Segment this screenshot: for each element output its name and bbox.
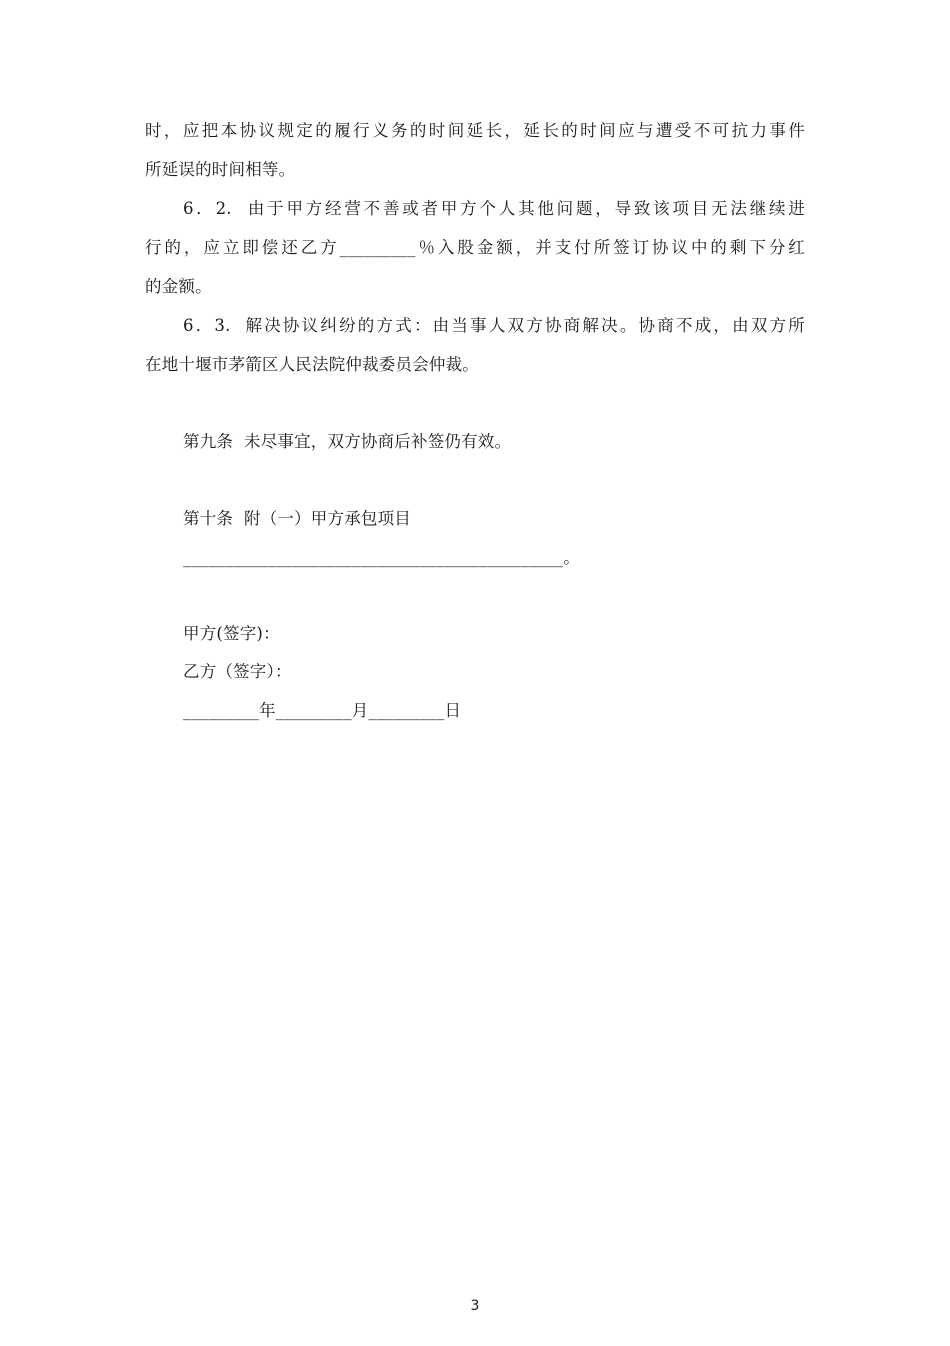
signature-date: _________年_________月_________日	[183, 701, 462, 720]
article-10-title: 第十条 附（一）甲方承包项目	[183, 509, 411, 528]
clause-6-2-line-3: 的金额。	[145, 277, 212, 296]
clause-6-2-line-1: 6．2. 由于甲方经营不善或者甲方个人其他问题，导致该项目无法继续进	[183, 199, 805, 218]
force-majeure-line-1: 时，应把本协议规定的履行义务的时间延长，延长的时间应与遭受不可抗力事件	[145, 121, 805, 140]
force-majeure-line-2: 所延误的时间相等。	[145, 160, 296, 179]
party-b-signature: 乙方（签字）：	[183, 662, 292, 681]
clause-6-3-line-2: 在地十堰市茅箭区人民法院仲裁委员会仲裁。	[145, 355, 479, 374]
page-number: 3	[470, 1298, 480, 1314]
article-10-blank: _____________________________________________。	[183, 548, 580, 567]
clause-6-2-line-2: 行的，应立即偿还乙方_________％入股金额，并支付所签订协议中的剩下分红	[145, 238, 805, 257]
article-9: 第九条 未尽事宜，双方协商后补签仍有效。	[183, 432, 512, 451]
clause-6-3-line-1: 6．3. 解决协议纠纷的方式：由当事人双方协商解决。协商不成，由双方所	[183, 316, 805, 335]
party-a-signature: 甲方(签字)：	[183, 624, 280, 643]
